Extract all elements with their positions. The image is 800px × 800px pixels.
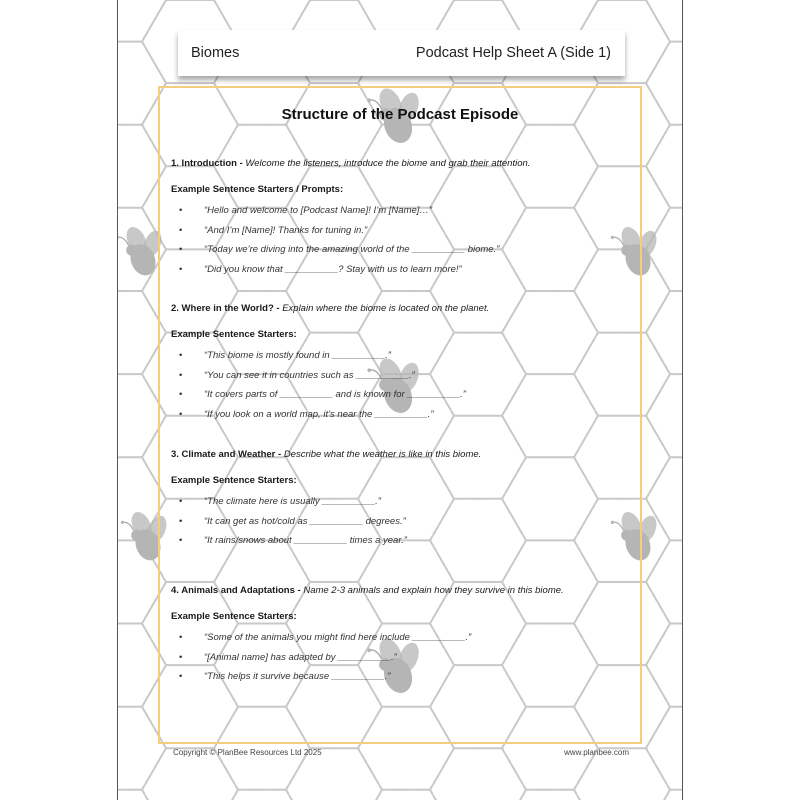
section-description: Explain where the biome is located on the planet.: [282, 303, 490, 314]
sheet-title: Podcast Help Sheet A (Side 1): [415, 45, 611, 61]
hexagon-outline: [646, 42, 683, 125]
hexagon-outline: [118, 790, 166, 800]
hexagon-outline: [646, 374, 683, 457]
list-item: • “It rains/snows about __________ times a year.”: [171, 535, 631, 555]
section-number-title: 3. Climate and Weather -: [171, 449, 282, 460]
page-title: Structure of the Podcast Episode: [281, 106, 519, 123]
prompt-list: [171, 632, 631, 691]
section-description: Welcome the listeners, introduce the biome and grab their attention.: [245, 158, 531, 169]
section-heading: [171, 585, 631, 597]
list-item: • “This helps it survive because __________.”: [171, 671, 631, 691]
list-item: • “It can get as hot/cold as __________ degrees.”: [171, 516, 631, 536]
list-item: • “Today we’re diving into the amazing world of the __________ biome.”: [171, 244, 631, 264]
starters-label: Example Sentence Starters / Prompts:: [171, 184, 344, 195]
content-frame: [158, 86, 642, 744]
hexagon-outline: [646, 624, 683, 707]
hexagon-outline: [646, 540, 683, 623]
list-item: • “You can see it in countries such as __________.”: [171, 370, 631, 390]
starters-label: Example Sentence Starters:: [171, 475, 297, 486]
footer: [173, 748, 629, 757]
list-item: • “It covers parts of __________ and is known for __________.”: [171, 389, 631, 409]
hexagon-outline: [646, 0, 683, 42]
header-bar: [178, 30, 625, 76]
prompt-list: [171, 496, 631, 555]
hexagon-outline: [646, 790, 683, 800]
hexagon-outline: [646, 291, 683, 374]
section-description: Name 2-3 animals and explain how they survive in this biome.: [303, 585, 564, 596]
worksheet-page: [117, 0, 683, 800]
hexagon-outline: [118, 0, 166, 42]
hexagon-outline: [502, 790, 598, 800]
section-number-title: 1. Introduction -: [171, 158, 243, 169]
section-where-in-the-world: [171, 303, 631, 429]
copyright-text: Copyright © PlanBee Resources Ltd 2025: [173, 748, 322, 757]
section-description: Describe what the weather is like in this biome.: [283, 449, 482, 460]
section-number-title: 2. Where in the World? -: [171, 303, 280, 314]
list-item: • “This biome is mostly found in __________.”: [171, 350, 631, 370]
section-heading: [171, 158, 631, 170]
hexagon-outline: [646, 125, 683, 208]
hexagon-outline: [646, 707, 683, 790]
section-climate-weather: [171, 449, 631, 555]
list-item: • “[Animal name] has adapted by __________.”: [171, 652, 631, 672]
section-heading: [171, 449, 631, 461]
hexagon-outline: [358, 790, 454, 800]
topic-label: Biomes: [191, 45, 240, 61]
prompt-list: [171, 205, 631, 284]
list-item: • “Some of the animals you might find here include __________.”: [171, 632, 631, 652]
section-animals-adaptations: [171, 585, 631, 691]
list-item: • “Did you know that __________? Stay with us to learn more!”: [171, 264, 631, 284]
starters-label: Example Sentence Starters:: [171, 611, 297, 622]
prompt-list: [171, 350, 631, 429]
hexagon-outline: [214, 790, 310, 800]
list-item: • “And I’m [Name]! Thanks for tuning in.”: [171, 225, 631, 245]
website-link: www.planbee.com: [564, 748, 629, 757]
starters-label: Example Sentence Starters:: [171, 329, 297, 340]
list-item: • “If you look on a world map, it’s near the __________.”: [171, 409, 631, 429]
section-heading: [171, 303, 631, 315]
section-introduction: [171, 158, 631, 284]
list-item: • “Hello and welcome to [Podcast Name]! I’m [Name]…”: [171, 205, 631, 225]
section-number-title: 4. Animals and Adaptations -: [171, 585, 301, 596]
list-item: • “The climate here is usually __________.”: [171, 496, 631, 516]
